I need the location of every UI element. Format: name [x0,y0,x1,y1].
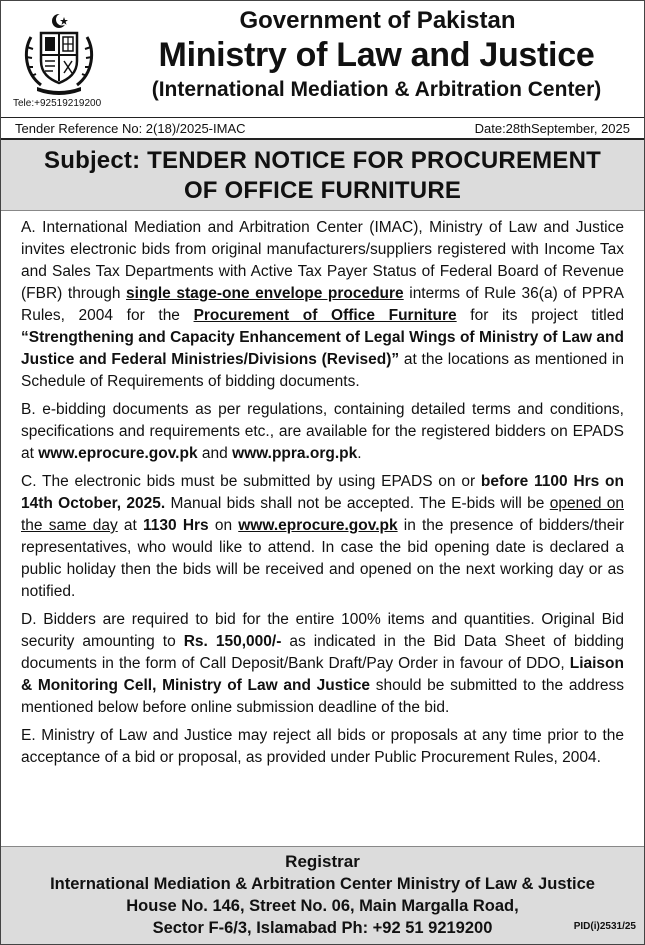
procurement-emphasis: Procurement of Office Furniture [193,307,457,324]
bid-security-amount: Rs. 150,000/- [183,633,282,650]
notice-date: Date:28thSeptember, 2025 [474,120,630,136]
paragraph-d-text: should be submitted to the address mentioned below before online submission deadline of the bid. [21,677,624,716]
tender-reference: Tender Reference No: 2(18)/2025-IMAC [15,120,246,136]
paragraph-e-text: E. Ministry of Law and Justice may reject all bids or proposals at any time prior to the acceptance of a bid or proposal, as provided under Public Procurement Rules, 2004. [21,727,624,766]
project-title: “Strengthening and Capacity Enhancement of Legal Wings of Ministry of Law and Justice and Federal Ministries/Divisions (Revised)” [21,329,624,368]
address-line-1: International Mediation & Arbitration Center Ministry of Law & Justice [50,875,595,893]
paragraph-a-text: A. International Mediation and Arbitration Center (IMAC), Ministry of Law and Justice invites electronic bids from original manufacturers/suppliers registered with Income Tax and Sales Tax Departments with Active Tax Payer Status of Federal Board of Revenue (FBR) through [21,219,624,302]
paragraph-b-text: and [197,445,233,462]
ministry-title: Ministry of Law and Justice [158,36,595,74]
ppra-link[interactable]: www.ppra.org.pk [232,445,358,462]
subject-line-2: OF OFFICE FURNITURE [183,177,462,204]
eprocure-link[interactable]: www.eprocure.gov.pk [38,445,198,462]
paragraph-c-text: C. The electronic bids must be submitted by using EPADS on or [21,473,481,490]
address-line-3: Sector F-6/3, Islamabad Ph: +92 51 9219200 [152,919,493,937]
paragraph-c-text: at [117,517,144,534]
paragraph-a-text: for its project titled [456,307,624,324]
paragraph-c-text: on [208,517,239,534]
opening-day-emphasis: opened on the same day [21,495,624,534]
paragraph-a-text: interms of Rule 36(a) of PPRA Rules, 2004 for the [21,285,624,324]
paragraph-c-text: Manual bids shall not be accepted. The E-bids will be [165,495,550,512]
government-title: Government of Pakistan [239,7,516,34]
paragraph-b [21,399,624,465]
paragraph-b-text: . [357,445,362,462]
eprocure-link[interactable]: www.eprocure.gov.pk [238,517,398,534]
subject-heading [1,140,644,211]
pid-number: PID(i)2531/25 [573,921,636,932]
paragraph-a-text: at the locations as mentioned in Schedule of Requirements of bidding documents. [21,351,624,390]
paragraph-a [21,217,624,393]
paragraph-d [21,609,624,719]
paragraph-c-text: in the presence of bidders/their representatives, who would like to attend. In case the bid opening date is declared a public holiday then the bids will be received and opened on the next working day or as notified. [21,517,624,600]
state-emblem-icon [17,11,101,95]
telephone-number: Tele:+92519219200 [13,98,102,109]
notice-body [1,211,644,769]
deadline-emphasis: before 1100 Hrs on 14th October, 2025. [21,473,624,512]
header [1,1,644,117]
procedure-emphasis: single stage-one envelope procedure [126,285,404,302]
paragraph-c [21,471,624,603]
paragraph-b-text: B. e-bidding documents as per regulations, containing detailed terms and conditions, specifications and requirements etc., are available for the registered bidders on EPADS at [21,401,624,462]
subject-line-1: Subject: TENDER NOTICE FOR PROCUREMENT [44,147,601,174]
address-line-2: House No. 146, Street No. 06, Main Margalla Road, [126,897,519,915]
opening-time: 1130 Hrs [143,517,209,534]
center-title: (International Mediation & Arbitration Center) [151,78,602,101]
paragraph-e [21,725,624,769]
paragraph-d-text: D. Bidders are required to bid for the entire 100% items and quantities. Original Bid security amounting to [21,611,624,650]
reference-bar [1,117,644,140]
paragraph-d-text: as indicated in the Bid Data Sheet of bidding documents in the form of Call Deposit/Bank Draft/Pay Order in favour of DDO, [21,633,624,672]
cell-name: Liaison & Monitoring Cell, Ministry of Law and Justice [21,655,624,694]
footer-address [1,846,644,944]
registrar-title: Registrar [285,852,360,871]
